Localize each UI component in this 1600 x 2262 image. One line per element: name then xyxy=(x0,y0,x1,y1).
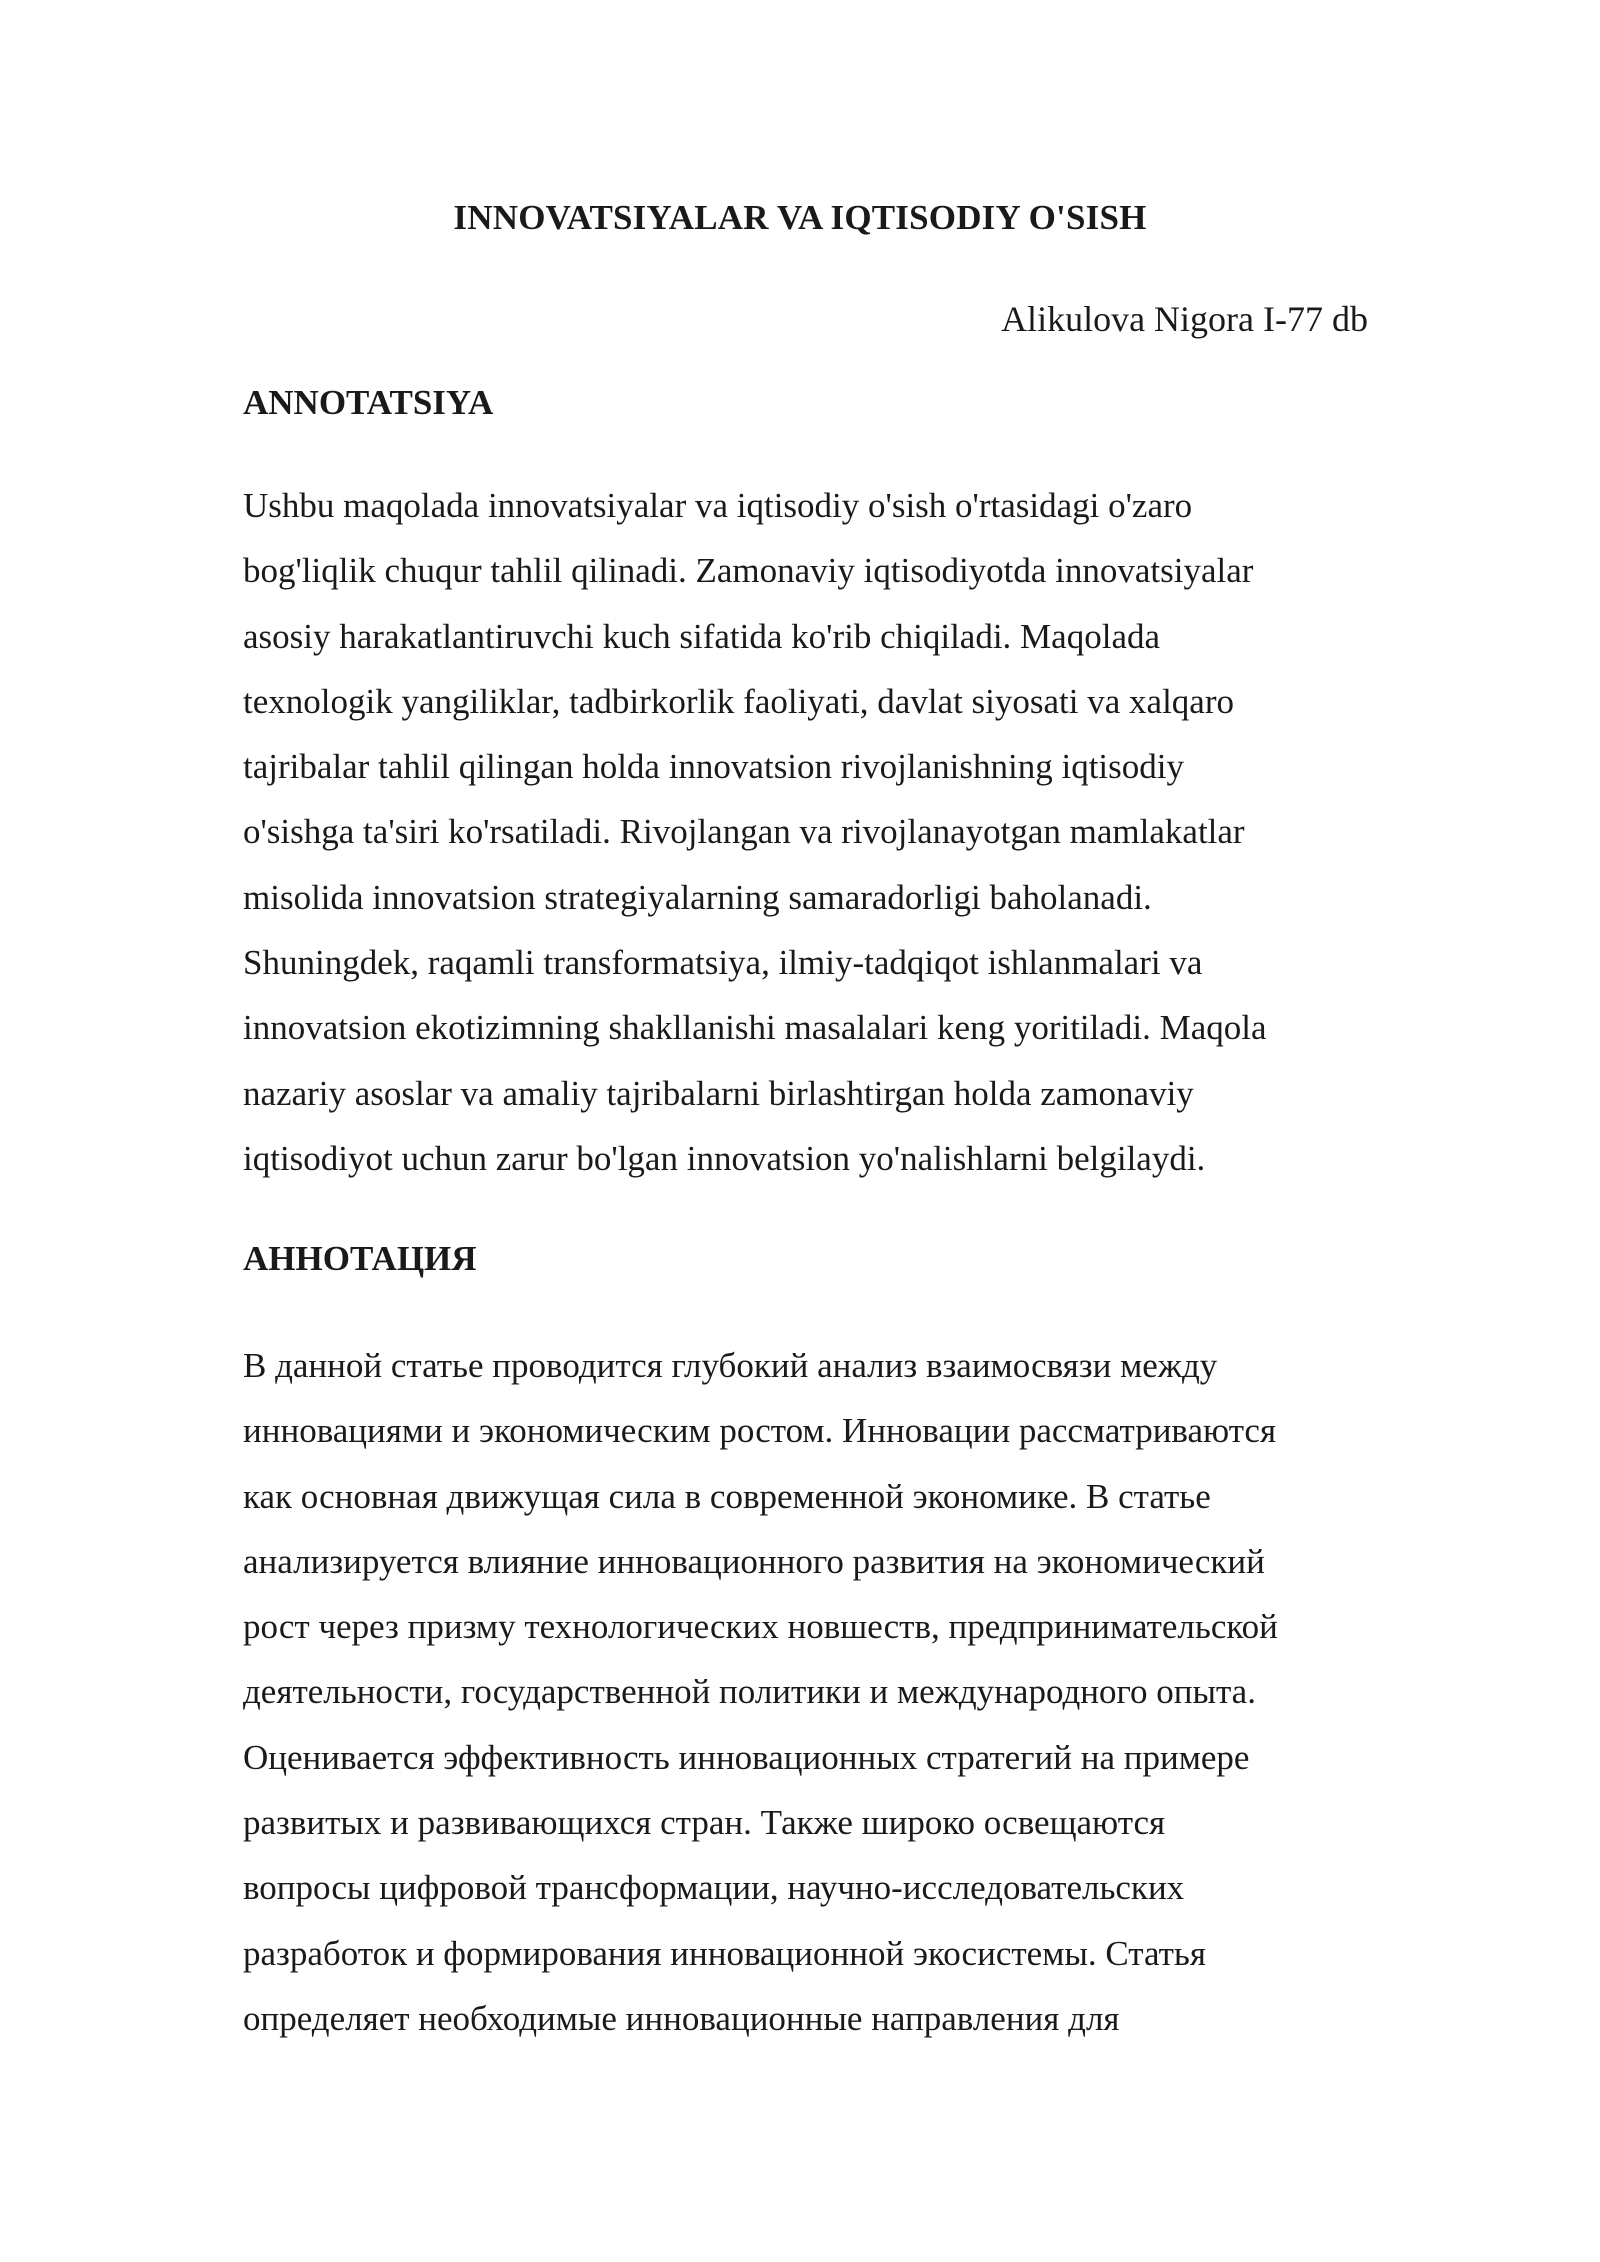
paragraph-line: разработок и формирования инновационной экосистемы. Статья xyxy=(243,1933,1206,1973)
paragraph-line: деятельности, государственной политики и международного опыта. xyxy=(243,1672,1256,1712)
author-line: Alikulova Nigora I-77 db xyxy=(1001,299,1368,339)
paragraph-line: asosiy harakatlantiruvchi kuch sifatida ko'rib chiqiladi. Maqolada xyxy=(243,616,1161,656)
paragraph-line: рост через призму технологических новшеств, предпринимательской xyxy=(243,1607,1278,1647)
paragraph-line: misolida innovatsion strategiyalarning samaradorligi baholanadi. xyxy=(243,877,1152,917)
paragraph-line: innovatsion ekotizimning shakllanishi masalalari keng yoritiladi. Maqola xyxy=(243,1008,1267,1048)
abstract-heading-uz: ANNOTATSIYA xyxy=(243,383,494,422)
paragraph-line: o'sishga ta'siri ko'rsatiladi. Rivojlangan va rivojlanayotgan mamlakatlar xyxy=(243,812,1245,852)
paragraph-line: как основная движущая сила в современной экономике. В статье xyxy=(243,1476,1211,1516)
abstract-heading-ru: АННОТАЦИЯ xyxy=(243,1239,477,1278)
abstract-paragraph-ru xyxy=(243,1344,1368,2062)
paragraph-line: вопросы цифровой трансформации, научно-исследовательских xyxy=(243,1868,1185,1908)
paragraph-line: определяет необходимые инновационные направления для xyxy=(243,1998,1120,2038)
paragraph-line: инновациями и экономическим ростом. Инновации рассматриваются xyxy=(243,1411,1277,1451)
paragraph-line: bog'liqlik chuqur tahlil qilinadi. Zamonaviy iqtisodiyotda innovatsiyalar xyxy=(243,551,1254,591)
paragraph-line: В данной статье проводится глубокий анализ взаимосвязи между xyxy=(243,1346,1218,1385)
document-title: INNOVATSIYALAR VA IQTISODIY O'SISH xyxy=(453,198,1147,237)
paragraph-line: анализируется влияние инновационного развития на экономический xyxy=(243,1541,1265,1581)
paragraph-line: tajribalar tahlil qilingan holda innovatsion rivojlanishning iqtisodiy xyxy=(243,747,1184,787)
paragraph-line: Ushbu maqolada innovatsiyalar va iqtisodiy o'sish o'rtasidagi o'zaro xyxy=(243,486,1193,525)
paragraph-line: iqtisodiyot uchun zarur bo'lgan innovatsion yo'nalishlarni belgilaydi. xyxy=(243,1138,1206,1178)
abstract-paragraph-uz xyxy=(243,484,1368,1202)
paragraph-line: развитых и развивающихся стран. Также широко освещаются xyxy=(243,1803,1166,1843)
paragraph-line: texnologik yangiliklar, tadbirkorlik faoliyati, davlat siyosati va xalqaro xyxy=(243,681,1234,721)
paragraph-line: Оценивается эффективность инновационных стратегий на примере xyxy=(243,1737,1250,1777)
paragraph-line: Shuningdek, raqamli transformatsiya, ilmiy-tadqiqot ishlanmalari va xyxy=(243,943,1203,983)
paragraph-line: nazariy asoslar va amaliy tajribalarni birlashtirgan holda zamonaviy xyxy=(243,1073,1194,1113)
